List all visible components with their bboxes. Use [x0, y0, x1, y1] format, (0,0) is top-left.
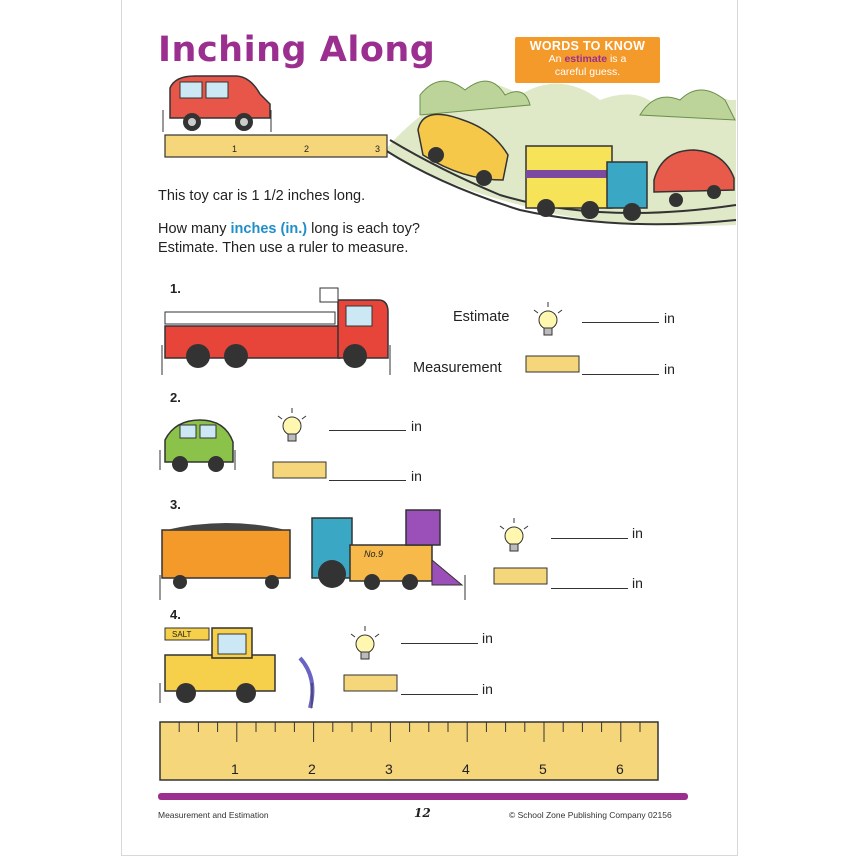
page-title: Inching Along — [158, 30, 436, 70]
small-ruler-number: 1 — [232, 144, 238, 154]
item-number: 4. — [170, 607, 181, 622]
engine-number-label: No.9 — [364, 549, 384, 559]
words-to-know-line2: careful guess. — [554, 66, 621, 78]
words-to-know-heading: WORDS TO KNOW — [529, 39, 646, 53]
instruction-text: Estimate. Then use a ruler to measure. — [158, 240, 409, 256]
estimate-label: Estimate — [453, 309, 510, 325]
footer-left: Measurement and Estimation — [158, 810, 269, 820]
ruler-number: 6 — [616, 761, 624, 777]
ruler-number: 2 — [308, 761, 316, 777]
unit-label: in — [482, 630, 493, 646]
unit-label: in — [664, 361, 675, 377]
small-ruler-number: 2 — [304, 144, 310, 154]
item-number: 2. — [170, 390, 181, 405]
ruler-number: 1 — [231, 761, 239, 777]
ruler-number: 3 — [385, 761, 393, 777]
unit-label: in — [411, 468, 422, 484]
words-to-know-line1: An estimate is a — [548, 53, 627, 65]
unit-label: in — [411, 418, 422, 434]
ruler-number: 4 — [462, 761, 470, 777]
salt-label: SALT — [172, 630, 192, 639]
unit-label: in — [632, 525, 643, 541]
unit-label: in — [632, 575, 643, 591]
ruler-number: 5 — [539, 761, 547, 777]
footer-divider — [158, 793, 688, 800]
page-number: 12 — [414, 806, 431, 820]
question-text: How many inches (in.) long is each toy? — [158, 221, 420, 237]
small-ruler-number: 3 — [375, 144, 381, 154]
measurement-label: Measurement — [413, 360, 502, 376]
unit-label: in — [664, 310, 675, 326]
intro-text: This toy car is 1 1/2 inches long. — [158, 188, 366, 204]
footer-right: © School Zone Publishing Company 02156 — [509, 810, 672, 820]
item-number: 1. — [170, 281, 181, 296]
unit-label: in — [482, 681, 493, 697]
item-number: 3. — [170, 497, 181, 512]
